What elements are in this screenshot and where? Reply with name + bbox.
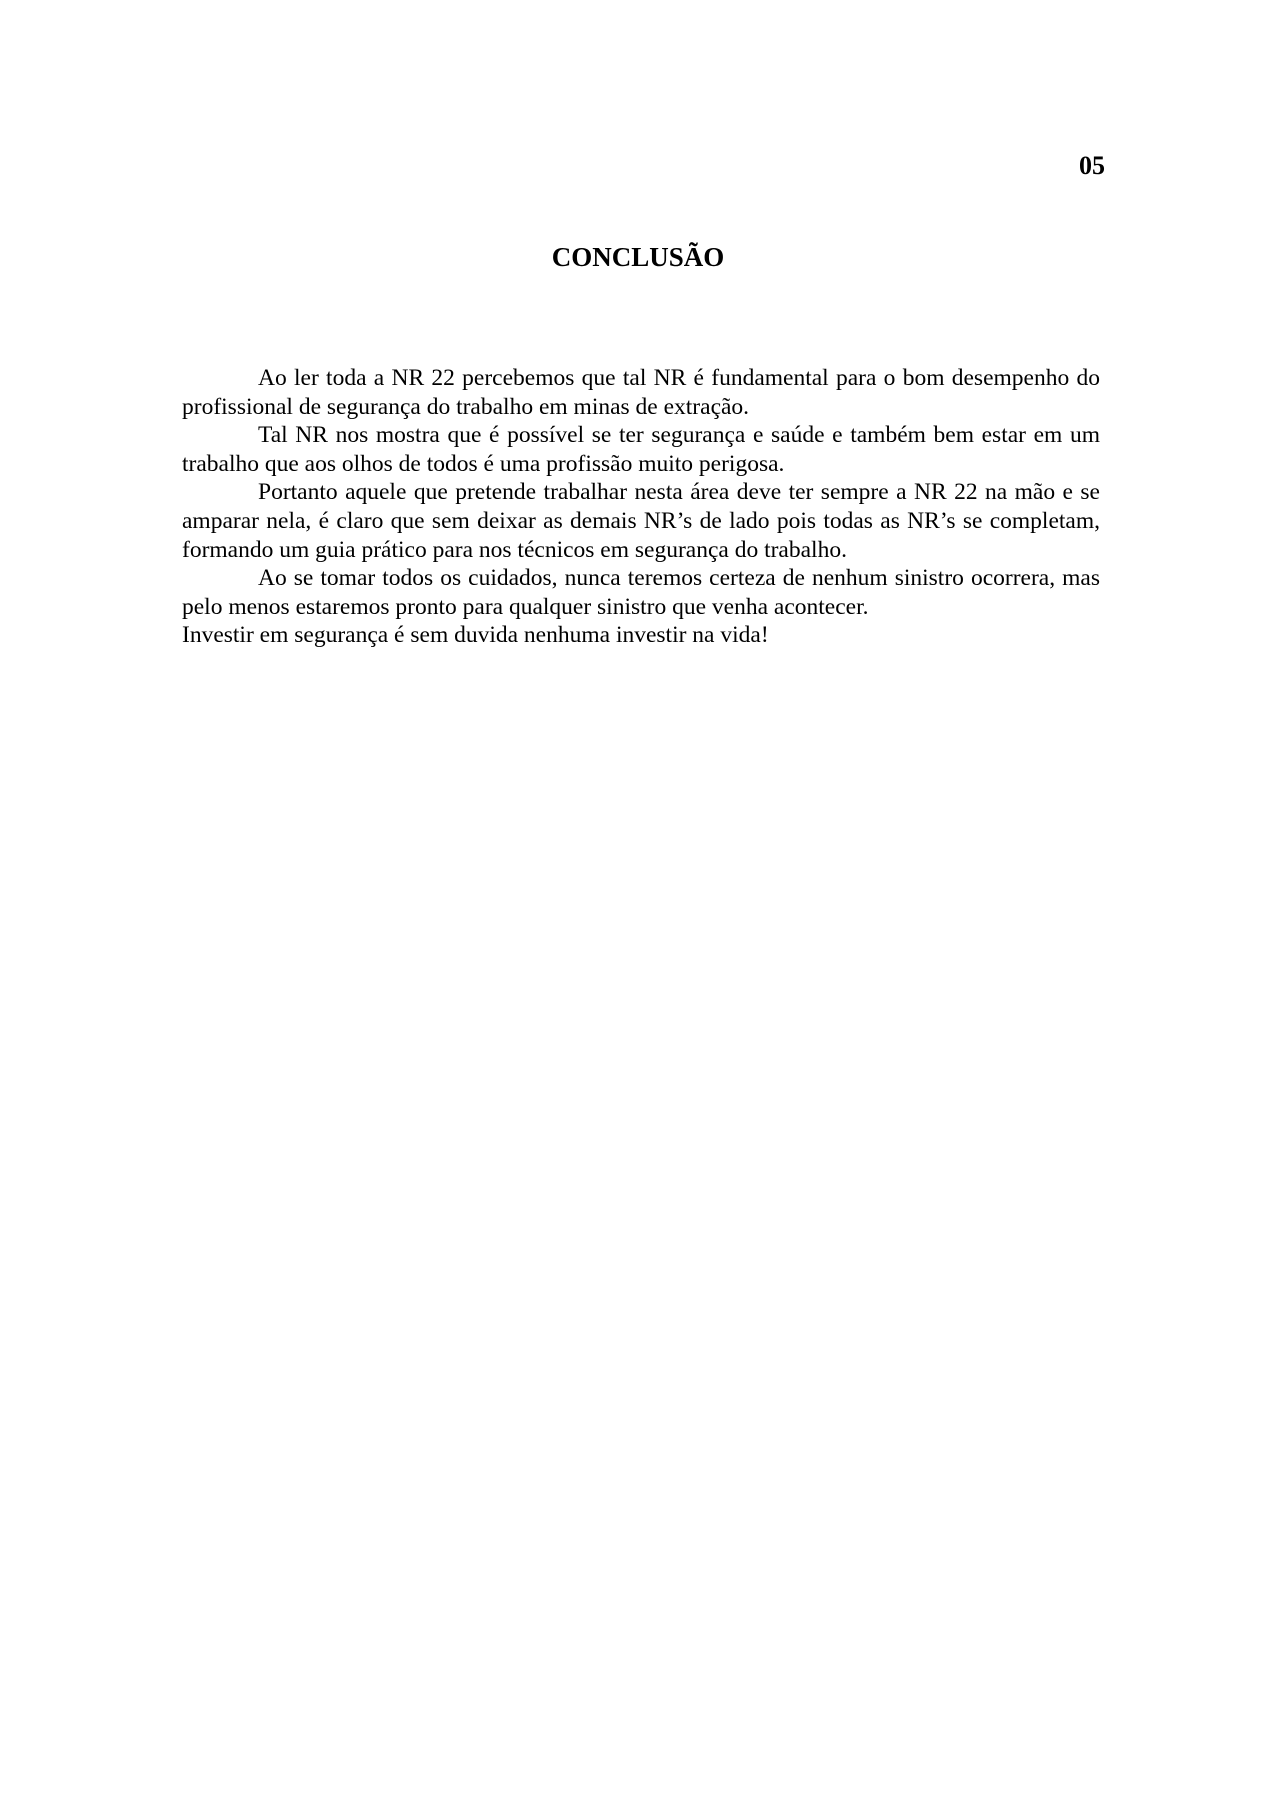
paragraph-4: Ao se tomar todos os cuidados, nunca teremos certeza de nenhum sinistro ocorrera, mas pelo menos estaremos pronto para qualquer sinistro que venha acontecer. — [182, 565, 1100, 620]
paragraph-3: Portanto aquele que pretende trabalhar nesta área deve ter sempre a NR 22 na mão e se amparar nela, é claro que sem deixar as demais NR’s de lado pois todas as NR’s se completam, formando um guia prático para nos técnicos em segurança do trabalho. — [182, 479, 1100, 563]
conclusion-body — [182, 364, 1100, 650]
page-title — [0, 240, 1280, 274]
paragraph-1: Ao ler toda a NR 22 percebemos que tal NR é fundamental para o bom desempenho do profissional de segurança do trabalho em minas de extração. — [182, 365, 1100, 420]
paragraph-5: Investir em segurança é sem duvida nenhuma investir na vida! — [182, 622, 769, 649]
paragraph-2: Tal NR nos mostra que é possível se ter segurança e saúde e também bem estar em um trabalho que aos olhos de todos é uma profissão muito perigosa. — [182, 422, 1100, 477]
page-title-text: CONCLUSÃO — [551, 242, 725, 272]
page-number: 05 — [1079, 151, 1105, 180]
